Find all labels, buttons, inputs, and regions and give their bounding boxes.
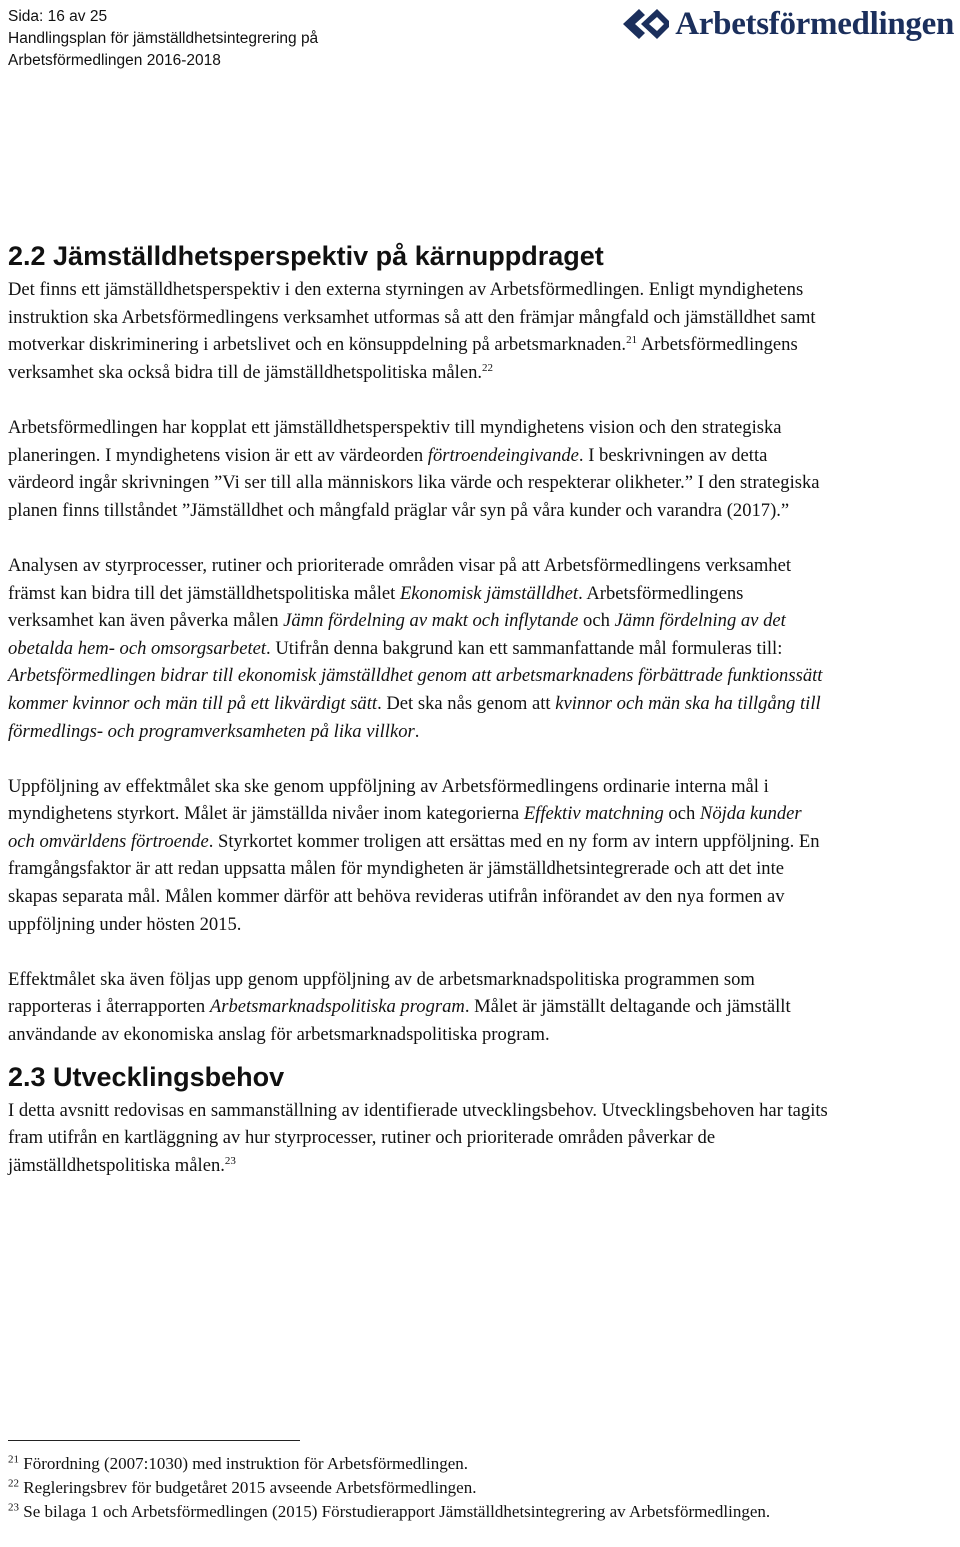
section-heading-2-3: 2.3 Utvecklingsbehov xyxy=(8,1061,285,1092)
paragraph-1 xyxy=(8,276,828,386)
paragraph-text: Det finns ett jämställdhetsperspektiv i den externa styrningen av Arbetsförmedlingen. Enligt myndighetens instruktion ska Arbetsförmedlingens verksamhet utformas så att den främjar mångfald och jämställdhet samt motverkar diskriminering i arbetslivet och en könsuppdelning på arbetsmarknaden. xyxy=(8,279,816,356)
footnote-number: 23 xyxy=(8,1501,19,1514)
footnote-divider xyxy=(8,1440,300,1441)
arbetsformedlingen-logo xyxy=(621,4,954,44)
main-content xyxy=(8,236,828,1179)
page-header xyxy=(8,6,318,72)
footnote-text: Se bilaga 1 och Arbetsförmedlingen (2015) Förstudierapport Jämställdhetsintegrering av Arbetsförmedlingen. xyxy=(19,1502,771,1521)
paragraph-text: Uppföljning av effektmålet ska ske genom uppföljning av Arbetsförmedlingens ordinarie interna mål i myndighetens styrkort. Målet är jämställda nivåer inom kategorierna xyxy=(8,775,769,825)
paragraph-4 xyxy=(8,773,828,939)
footnote-text: Regleringsbrev för budgetåret 2015 avseende Arbetsförmedlingen. xyxy=(19,1478,477,1497)
footnote-ref-23: 23 xyxy=(224,1154,236,1167)
footnote-text: Förordning (2007:1030) med instruktion för Arbetsförmedlingen. xyxy=(19,1454,469,1473)
emphasis-text: Effektiv matchning xyxy=(523,803,664,825)
footnote-ref-21: 21 xyxy=(626,334,638,346)
paragraph-text: . Arbetsförmedlingens verksamhet kan även påverka målen xyxy=(8,582,744,632)
paragraph-text: . Målet är jämställt deltagande och jämställt användande av ekonomiska anslag för arbetsmarknadspolitiska program. xyxy=(8,996,791,1046)
paragraph-3 xyxy=(8,552,828,745)
paragraph-text: Analysen av styrprocesser, rutiner och prioriterade områden visar på att Arbetsförmedlingens verksamhet främst kan bidra till det jämställdhetspolitiska målet xyxy=(8,554,792,604)
footnote-22 xyxy=(8,1476,908,1500)
emphasis-text: Nöjda kunder och omvärldens förtroende xyxy=(8,803,802,852)
emphasis-text: förtroendeingivande xyxy=(427,444,579,466)
emphasis-text: Jämn fördelning av det obetalda hem- och omsorgsarbetet xyxy=(8,610,786,659)
page-number: Sida: 16 av 25 xyxy=(8,8,108,25)
paragraph-text: Effektmålet ska även följas upp genom uppföljning av de arbetsmarknadspolitiska programmen som rapporteras i återrapporten xyxy=(8,968,755,1018)
footnote-ref-22: 22 xyxy=(482,361,494,374)
paragraph-text: Arbetsförmedlingens verksamhet ska också bidra till de jämställdhetspolitiska målen. xyxy=(8,334,798,383)
document-title-line2: Arbetsförmedlingen 2016-2018 xyxy=(8,52,221,69)
footnote-number: 21 xyxy=(8,1453,19,1466)
paragraph-6 xyxy=(8,1097,828,1180)
logo-mark-icon xyxy=(621,7,671,41)
emphasis-text: Arbetsförmedlingen bidrar till ekonomisk jämställdhet genom att arbetsmarknadens förbättrade funktionssätt kommer kvinnor och män till på ett likvärdigt sätt xyxy=(8,665,823,714)
footnote-21 xyxy=(8,1452,908,1476)
paragraph-text: . xyxy=(414,720,420,742)
footnotes xyxy=(8,1452,908,1524)
paragraph-text: I detta avsnitt redovisas en sammanställning av identifierade utvecklingsbehov. Utvecklingsbehoven har tagits fram utifrån en kartläggning av hur styrprocesser, rutiner och prioriterade områden påverkar de jämställdhetspolitiska målen. xyxy=(8,1099,828,1176)
paragraph-text: . I beskrivningen av detta värdeord ingår skrivningen ”Vi ser till alla människors lika värde och respekterar olikheter.” I den strategiska planen finns tillståndet ”Jämställdhet och mångfald präglar vår syn på våra kunder och varandra (2017).” xyxy=(8,444,820,521)
paragraph-5 xyxy=(8,966,828,1049)
emphasis-text: Arbetsmarknadspolitiska program xyxy=(209,996,465,1018)
emphasis-text: Ekonomisk jämställdhet xyxy=(399,582,579,604)
paragraph-text: . Utifrån denna bakgrund kan ett sammanfattande mål formuleras till: xyxy=(266,637,783,659)
paragraph-text: . Det ska nås genom att xyxy=(377,692,556,714)
emphasis-text: Jämn fördelning av makt och inflytande xyxy=(283,610,579,632)
paragraph-2 xyxy=(8,414,828,524)
paragraph-text: och xyxy=(578,610,615,632)
paragraph-text: . Styrkortet kommer troligen att ersättas med en ny form av intern uppföljning. En framgångsfaktor är att redan uppsatta målen för myndigheten är jämställdhetsintegrerade och att det inte skapas separata mål. Målen kommer därför att behöva revideras utifrån införandet av den nya formen av uppföljning under hösten 2015. xyxy=(8,830,820,935)
section-heading-2-2: 2.2 Jämställdhetsperspektiv på kärnuppdraget xyxy=(8,241,604,271)
footnote-number: 22 xyxy=(8,1477,19,1490)
footnote-23 xyxy=(8,1500,908,1524)
paragraph-text: Arbetsförmedlingen har kopplat ett jämställdhetsperspektiv till myndighetens vision och den strategiska planeringen. I myndighetens vision är ett av värdeorden xyxy=(8,416,782,466)
logo-wordmark: Arbetsförmedlingen xyxy=(675,6,954,42)
paragraph-text: och xyxy=(663,803,700,825)
emphasis-text: kvinnor och män ska ha tillgång till förmedlings- och programverksamheten på lika villkor xyxy=(8,692,821,742)
document-title-line1: Handlingsplan för jämställdhetsintegrering på xyxy=(8,30,319,47)
